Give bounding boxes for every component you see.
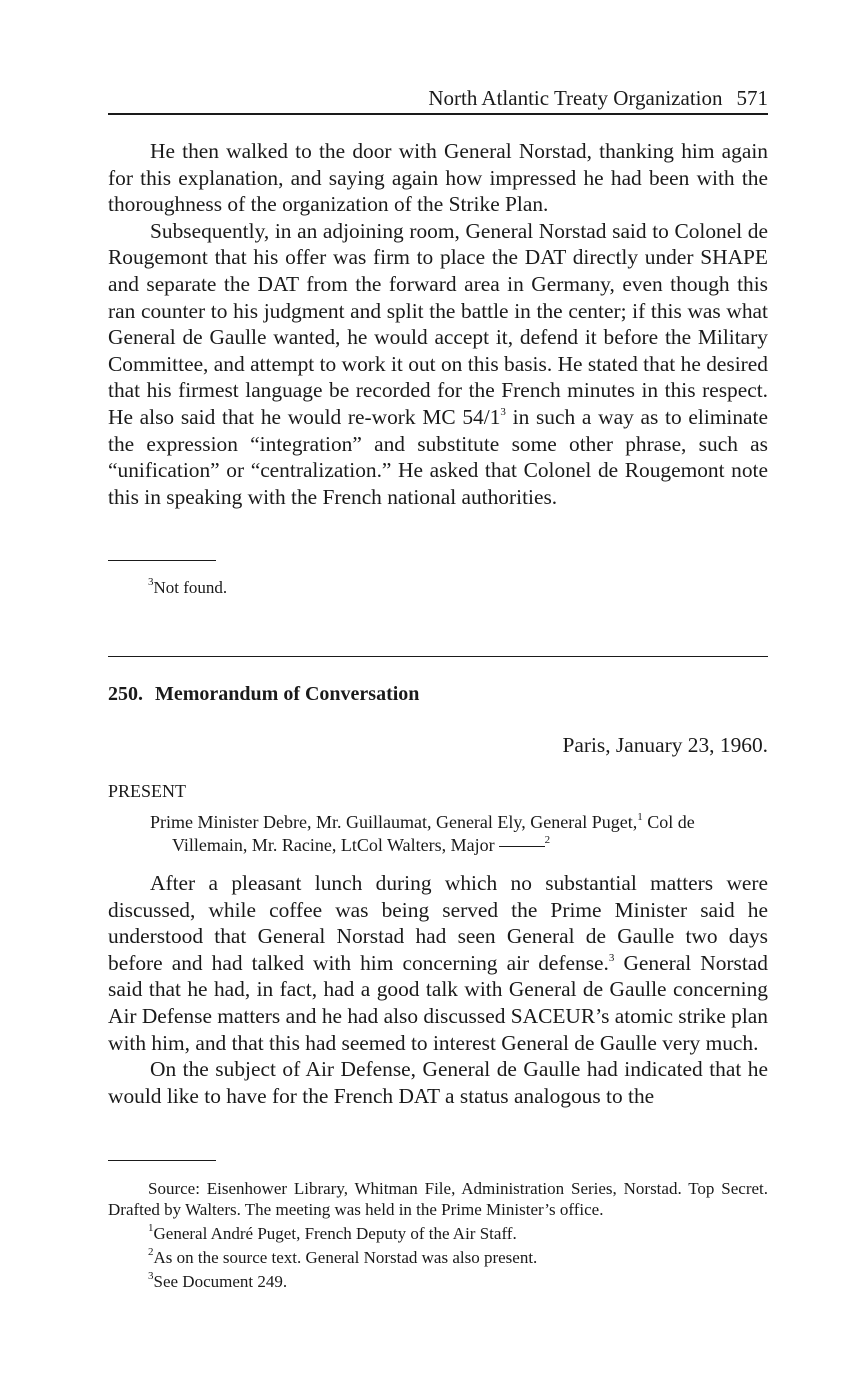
footnote-rule xyxy=(108,560,216,561)
footnote-ref: 1 xyxy=(637,811,643,823)
continuation-text xyxy=(108,138,768,510)
omitted-name-dash xyxy=(499,846,545,847)
footnote: $^3$Not found. xyxy=(148,576,228,597)
running-header xyxy=(428,86,768,111)
footnote-rule xyxy=(108,1160,216,1161)
footnote: $^2$As on the source text. General Norstad was also present. xyxy=(148,1246,538,1267)
footnote: $^1$General André Puget, French Deputy of the Air Staff. xyxy=(148,1222,517,1243)
present-label: PRESENT xyxy=(108,781,187,801)
paragraph: On the subject of Air Defense, General de Gaulle had indicated that he would like to have for the French DAT a status analogous to the xyxy=(108,1057,768,1108)
document-title: Memorandum of Conversation xyxy=(155,683,420,705)
page-number: 571 xyxy=(736,86,768,110)
paragraph: He then walked to the door with General Norstad, thanking him again for this explanation, and saying again how impressed he had been with the thoroughness of the organization of the Strike Plan. xyxy=(108,139,768,217)
section-rule xyxy=(108,656,768,657)
footnote-ref: 3 xyxy=(608,951,615,964)
dateline: Paris, January 23, 1960. xyxy=(562,733,768,757)
footnotes xyxy=(108,1178,768,1292)
footnote-marker: 1 xyxy=(148,1222,154,1235)
footnote-marker: 2 xyxy=(148,1246,154,1259)
footnote-marker: 3 xyxy=(148,1270,154,1283)
paragraph: Subsequently, in an adjoining room, General Norstad said to Colonel de Rougemont that his offer was firm to place the DAT directly under SHAPE and separate the DAT from the forward area in Germany, even though this ran counter to his judgment and split the battle in the center; if this was what General de Gaulle wanted, he would accept it, defend it before the Military Committee, and attempt to work it out on this basis. He stated that he desired that his firmest language be recorded for the French minutes in this respect. He also said that he would re-work MC $54/1^3$ in such a way as to eliminate the expression “integration” and substitute some other phrase, such as “unification” or “centralization.” He asked that Colonel de Rougemont note this in speaking with the French national authorities. xyxy=(108,218,768,509)
footnote-marker: 3 xyxy=(148,576,154,589)
source-note: Source: Eisenhower Library, Whitman File, Administration Series, Norstad. Top Secret. Drafted by Walters. The meeting was held in the Prime Minister’s office. xyxy=(108,1179,768,1219)
header-title: North Atlantic Treaty Organization xyxy=(428,86,723,110)
present-list: Prime Minister Debre, Mr. Guillaumat, General Ely, General Puget,$^1$ Col de Villemain, Mr. Racine, LtCol Walters, Major $^2$ xyxy=(150,811,695,855)
memorandum-text xyxy=(108,870,768,1109)
footnote-ref: 3 xyxy=(500,405,506,418)
footnote: $^3$See Document 249. xyxy=(148,1270,288,1291)
paragraph: After a pleasant lunch during which no substantial matters were discussed, while coffee was being served the Prime Minister said he understood that General Norstad had seen General de Gaulle two days before and had talked with him concerning air defense.$^3$ General Norstad said that he had, in fact, had a good talk with General de Gaulle concerning Air Defense matters and he had also discussed SACEUR’s atomic strike plan with him, and that this had seemed to interest General de Gaulle very much. xyxy=(108,871,768,1055)
header-rule xyxy=(108,113,768,115)
document-number: 250. xyxy=(108,683,143,705)
footnote-ref: 2 xyxy=(544,834,551,846)
document-heading xyxy=(108,683,419,706)
